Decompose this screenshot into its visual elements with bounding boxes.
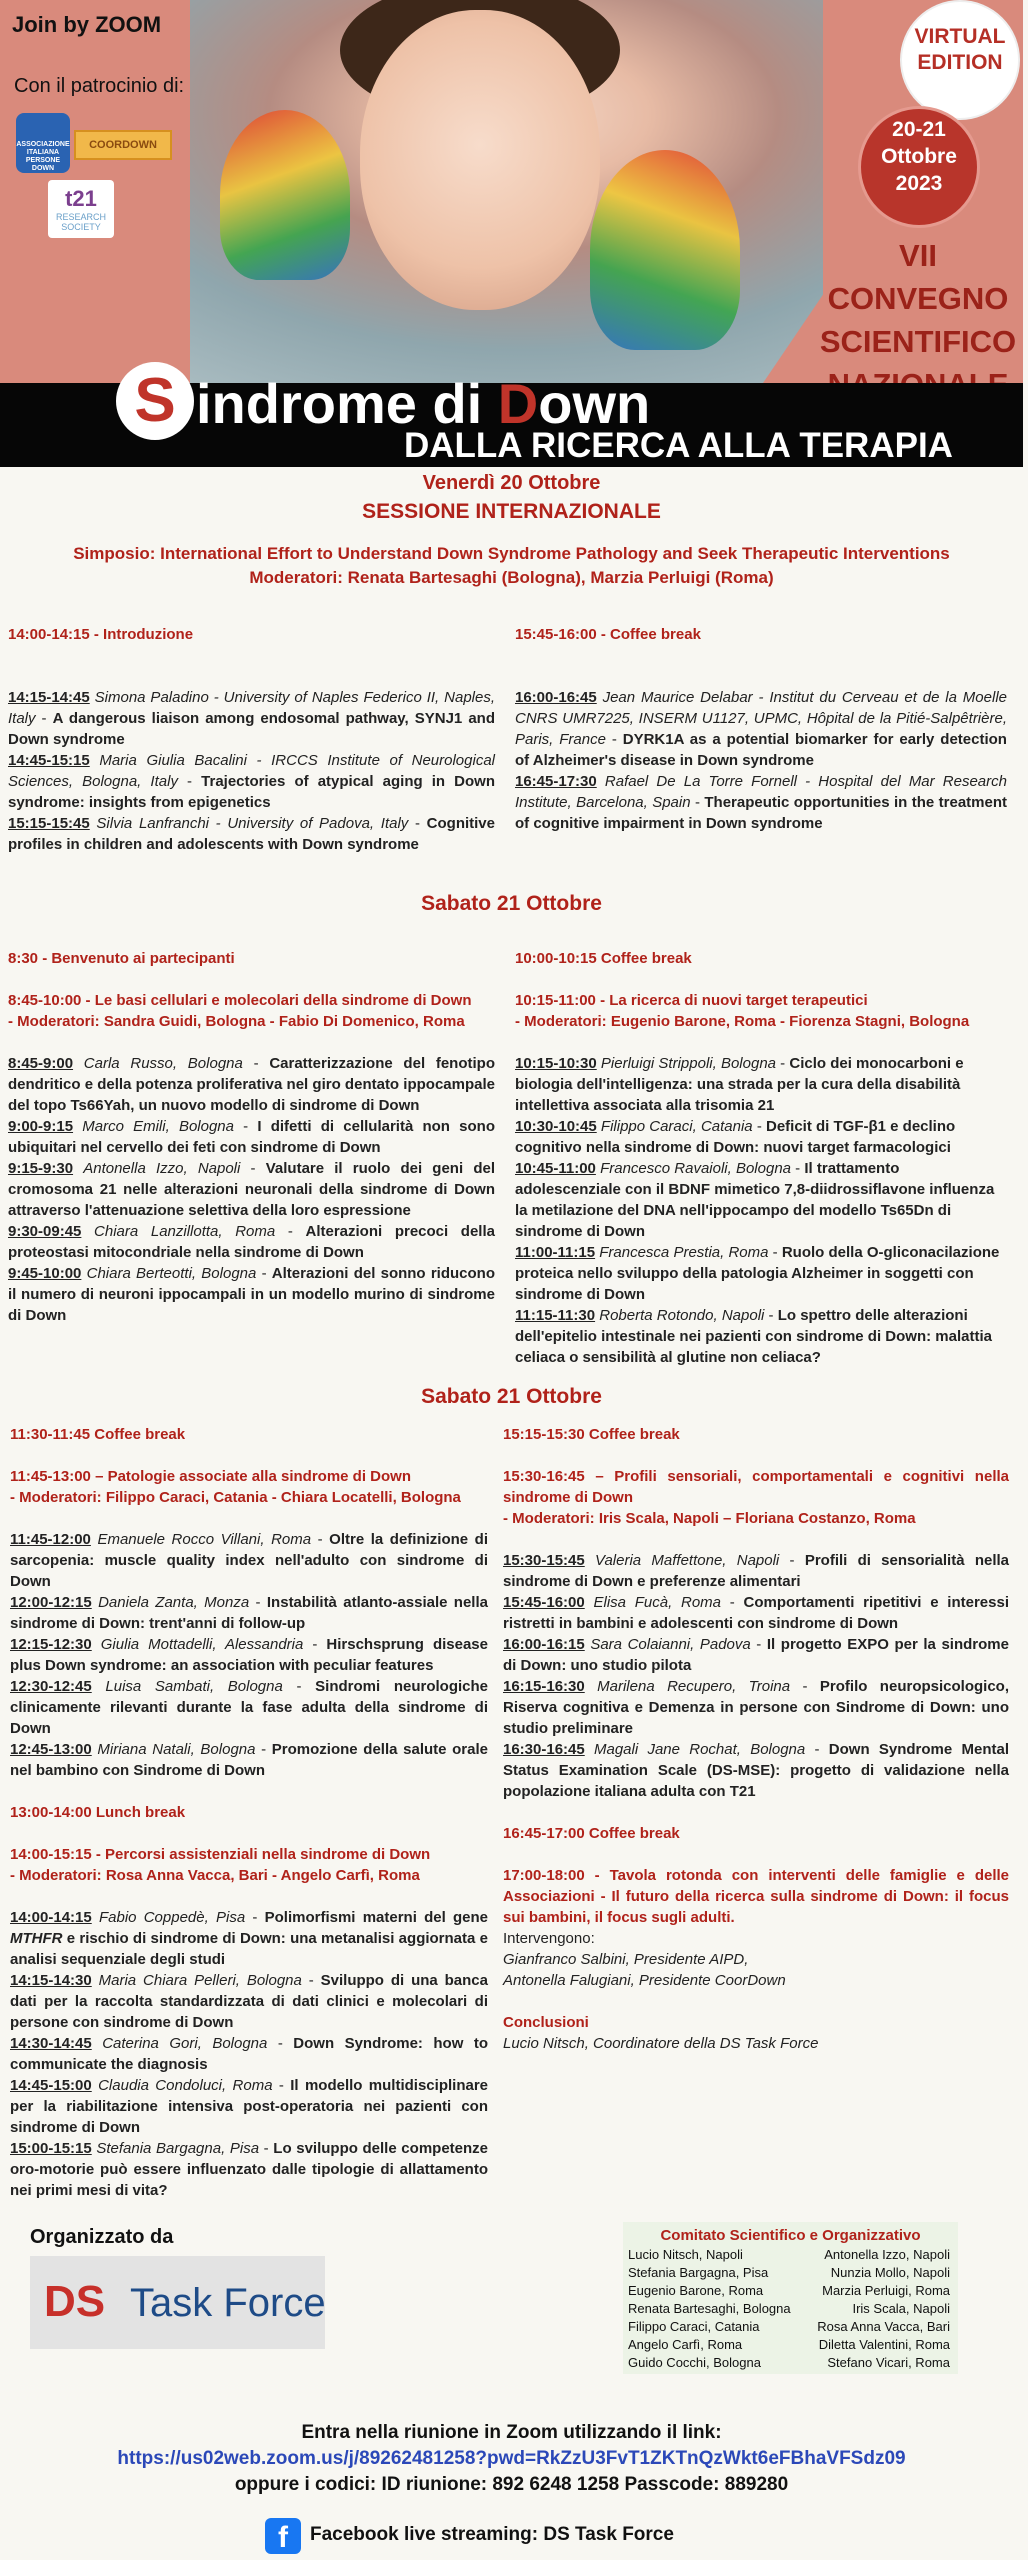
comitato-member: Eugenio Barone, Roma bbox=[628, 2283, 764, 2298]
day1-break: 15:45-16:00 - Coffee break bbox=[515, 626, 701, 643]
comitato-member: Marzia Perluigi, Roma bbox=[822, 2283, 950, 2298]
day2b-left-column bbox=[10, 1424, 488, 2201]
comitato-member: Stefania Bargagna, Pisa bbox=[628, 2265, 769, 2280]
t21-logo bbox=[48, 180, 114, 238]
day2b-s3-title: 15:30-16:45 – Profili sensoriali, comportamentali e cognitivi nella sindrome di Down bbox=[503, 1468, 1009, 1506]
talk-item: 10:45-11:00 Francesco Ravaioli, Bologna - Il trattamento adolescenziale con il BDNF mimetico 7,8-diidrossiflavone influenza la metilazione del DNA nell'ippocampo del modello Ts65Dn di sindrome di Down bbox=[515, 1160, 995, 1240]
header-banner bbox=[0, 0, 1023, 383]
talk-item: 16:00-16:15 Sara Colaianni, Padova - Il progetto EXPO per la sindrome di Down: uno studio pilota bbox=[503, 1636, 1009, 1674]
title-s-letter: S bbox=[134, 366, 176, 435]
comitato-member: Lucio Nitsch, Napoli bbox=[628, 2247, 743, 2262]
conclusioni-label: Conclusioni bbox=[503, 2014, 589, 2031]
title-end: own bbox=[538, 372, 651, 435]
talk-item: 11:45-12:00 Emanuele Rocco Villani, Roma - Oltre la definizione di sarcopenia: muscle quality index nell'adulto con sindrome di Down bbox=[10, 1531, 488, 1590]
comitato-member: Antonella Izzo, Napoli bbox=[824, 2247, 950, 2262]
day1-moderators: Moderatori: Renata Bartesaghi (Bologna), Marzia Perluigi (Roma) bbox=[249, 568, 774, 587]
date-badge-text: 20-21 Ottobre 2023 bbox=[881, 118, 957, 195]
painted-hand-left bbox=[220, 110, 350, 280]
comitato-title: Comitato Scientifico e Organizzativo bbox=[660, 2227, 921, 2244]
day1-session: SESSIONE INTERNAZIONALE bbox=[362, 500, 661, 523]
day2-right-column bbox=[515, 948, 1007, 1368]
day2b-s2-title: 14:00-15:15 - Percorsi assistenziali nella sindrome di Down bbox=[10, 1846, 431, 1863]
join-by-zoom: Join by ZOOM bbox=[12, 12, 162, 37]
aipd-logo: ASSOCIAZIONE ITALIANA PERSONE DOWN bbox=[16, 113, 70, 173]
round-table-speaker: Gianfranco Salbini, Presidente AIPD, bbox=[503, 1951, 749, 1968]
t21-logo-text: RESEARCH SOCIETY bbox=[55, 212, 106, 232]
day2b-s2-moderators: - Moderatori: Rosa Anna Vacca, Bari - Angelo Carfì, Roma bbox=[10, 1867, 420, 1884]
comitato-member: Guido Cocchi, Bologna bbox=[628, 2355, 761, 2370]
day1-date: Venerdì 20 Ottobre bbox=[422, 472, 601, 494]
talk-item: 14:45-15:00 Claudia Condoluci, Roma - Il modello multidisciplinare per la riabilitazione intensiva post-operatoria nei pazienti con sindrome di Down bbox=[10, 2077, 488, 2136]
painted-hand-right bbox=[590, 150, 740, 350]
organizzato-label: Organizzato da bbox=[30, 2226, 174, 2248]
talk-item: 14:30-14:45 Caterina Gori, Bologna - Down Syndrome: how to communicate the diagnosis bbox=[10, 2035, 488, 2073]
day2-date: Sabato 21 Ottobre bbox=[421, 892, 602, 915]
comitato-member: Nunzia Mollo, Napoli bbox=[830, 2265, 950, 2280]
round-table-title: 17:00-18:00 - Tavola rotonda con interventi delle famiglie e delle Associazioni - Il futuro della ricerca sulla sindrome di Down: il focus sui bambini, il focus sugli adulti. bbox=[503, 1867, 1009, 1926]
talk-item: 15:15-15:45 Silvia Lanfranchi - University of Padova, Italy - Cognitive profiles in children and adolescents with Down syndrome bbox=[8, 815, 495, 853]
day2-session1-moderators: - Moderatori: Sandra Guidi, Bologna - Fabio Di Domenico, Roma bbox=[8, 1013, 465, 1030]
talk-item: 10:30-10:45 Filippo Caraci, Catania - Deficit di TGF-β1 e declino cognitivo nella sindrome di Down: nuovi target farmacologici bbox=[515, 1118, 956, 1156]
talk-item: 16:15-16:30 Marilena Recupero, Troina - Profilo neuropsicologico, Riserva cognitiva e Demenza in persone con Sindrome di Down: uno studio preliminare bbox=[503, 1678, 1009, 1737]
comitato-box bbox=[623, 2222, 958, 2374]
zoom-info bbox=[0, 2420, 1023, 2498]
talk-item: 11:15-11:30 Roberta Rotondo, Napoli - Lo spettro delle alterazioni dell'epitelio intestinale nei pazienti con sindrome di Down: malattia celiaca o sensibilità al glutine non celiaca? bbox=[515, 1307, 992, 1366]
round-table-speaker: Antonella Falugiani, Presidente CoorDown bbox=[503, 1972, 786, 1989]
talk-item: 12:15-12:30 Giulia Mottadelli, Alessandria - Hirschsprung disease plus Down syndrome: an association with peculiar features bbox=[10, 1636, 488, 1674]
zoom-instructions: Entra nella riunione in Zoom utilizzando il link: bbox=[301, 2422, 722, 2443]
talk-item: 10:15-10:30 Pierluigi Strippoli, Bologna - Ciclo dei monocarboni e biologia dell'intelligenza: una strada per la cura della disabilità intellettiva associata alla trisomia 21 bbox=[515, 1055, 964, 1114]
comitato-member: Renata Bartesaghi, Bologna bbox=[628, 2301, 791, 2316]
talk-item: 14:15-14:45 Simona Paladino - University of Naples Federico II, Naples, Italy - A dangerous liaison among endosomal pathway, SYNJ1 and Down syndrome bbox=[8, 689, 495, 748]
talk-item: 14:00-14:15 Fabio Coppedè, Pisa - Polimorfismi materni del gene MTHFR e rischio di sindrome di Down: una metanalisi aggiornata e analisi sequenziale degli studi bbox=[10, 1909, 489, 1968]
coordown-logo: COORDOWN bbox=[74, 130, 172, 160]
comitato-member: Rosa Anna Vacca, Bari bbox=[817, 2319, 950, 2334]
day2-break: 10:00-10:15 Coffee break bbox=[515, 950, 692, 967]
comitato-member: Stefano Vicari, Roma bbox=[827, 2355, 950, 2370]
talk-item: 9:45-10:00 Chiara Berteotti, Bologna - Alterazioni del sonno riducono il numero di neuroni ippocampali in un modello murino di sindrome di Down bbox=[8, 1265, 495, 1324]
zoom-link[interactable]: https://us02web.zoom.us/j/89262481258?pwd=RkZzU3FvT1ZKTnQzWkt6eFBhaVFSdz09 bbox=[117, 2448, 906, 2469]
patrocinio-label: Con il patrocinio di: bbox=[14, 75, 185, 97]
day2b-s3-moderators: - Moderatori: Iris Scala, Napoli – Floriana Costanzo, Roma bbox=[503, 1510, 916, 1527]
virtual-edition-text: VIRTUAL EDITION bbox=[914, 25, 1006, 74]
talk-item: 11:00-11:15 Francesca Prestia, Roma - Ruolo della O-gliconacilazione proteica nello sviluppo della patologia Alzheimer in soggetti con sindrome di Down bbox=[515, 1244, 1000, 1303]
comitato-left-list bbox=[628, 2246, 791, 2372]
day1-left-column bbox=[8, 624, 495, 855]
talk-item: 16:30-16:45 Magali Jane Rochat, Bologna - Down Syndrome Mental Status Examination Scale (DS-MSE): progetto di validazione nella popolazione italiana adulta con T21 bbox=[503, 1741, 1009, 1800]
ds-logo-name: Task Force bbox=[130, 2281, 326, 2325]
day1-intro: 14:00-14:15 - Introduzione bbox=[8, 626, 194, 643]
day2-session1-title: 8:45-10:00 - Le basi cellulari e molecolari della sindrome di Down bbox=[8, 992, 472, 1009]
talk-item: 12:30-12:45 Luisa Sambati, Bologna - Sindromi neurologiche clinicamente rilevanti durante la fase adulta della sindrome di Down bbox=[10, 1678, 488, 1737]
day2b-date: Sabato 21 Ottobre bbox=[421, 1385, 602, 1408]
day2-welcome: 8:30 - Benvenuto ai partecipanti bbox=[8, 950, 235, 967]
talk-item: 15:00-15:15 Stefania Bargagna, Pisa - Lo sviluppo delle competenze oro-motorie può essere influenzato dalle tipologie di allattamento nei primi mesi di vita? bbox=[10, 2140, 488, 2199]
talk-item: 8:45-9:00 Carla Russo, Bologna - Caratterizzazione del fenotipo dendritico e della potenza proliferativa nel giro dentato ippocampale del topo Ts66Yah, un nuovo modello di sindrome di Down bbox=[8, 1055, 495, 1114]
day2-session2-moderators: - Moderatori: Eugenio Barone, Roma - Fiorenza Stagni, Bologna bbox=[515, 1013, 970, 1030]
ds-task-force-logo bbox=[30, 2256, 325, 2349]
ds-logo-mark: DS bbox=[44, 2277, 106, 2326]
facebook-streaming-text: Facebook live streaming: DS Task Force bbox=[310, 2524, 674, 2545]
talk-item: 15:45-16:00 Elisa Fucà, Roma - Comportamenti ripetitivi e interessi ristretti in bambini e adolescenti con sindrome di Down bbox=[503, 1594, 1009, 1632]
facebook-icon[interactable]: f bbox=[265, 2518, 301, 2554]
day2b-lunch: 13:00-14:00 Lunch break bbox=[10, 1804, 186, 1821]
talk-item: 14:45-15:15 Maria Giulia Bacalini - IRCCS Institute of Neurological Sciences, Bologna, Italy - Trajectories of atypical aging in Down syndrome: insights from epigenetics bbox=[8, 752, 495, 811]
day1-right-column bbox=[515, 624, 1007, 834]
comitato-member: Diletta Valentini, Roma bbox=[818, 2337, 950, 2352]
zoom-codes: oppure i codici: ID riunione: 892 6248 1258 Passcode: 889280 bbox=[234, 2474, 789, 2495]
intervengono-label: Intervengono: bbox=[503, 1930, 595, 1947]
title-d: D bbox=[497, 372, 539, 435]
photo-face bbox=[360, 10, 600, 310]
talk-item: 16:00-16:45 Jean Maurice Delabar - Institut du Cerveau et de la Moelle CNRS UMR7225, INSERM U1127, UPMC, Hôpital de la Pitié-Salpêtrière, Paris, France - DYRK1A as a potential biomarker for early detection of Alzheimer's disease in Down syndrome bbox=[515, 689, 1007, 769]
day2-session2-title: 10:15-11:00 - La ricerca di nuovi target terapeutici bbox=[515, 992, 868, 1009]
comitato-member: Iris Scala, Napoli bbox=[852, 2301, 950, 2316]
conclusioni-speaker: Lucio Nitsch, Coordinatore della DS Task Force bbox=[503, 2035, 819, 2052]
convegno-title: VII CONVEGNO SCIENTIFICO bbox=[819, 238, 1017, 359]
talk-item: 12:45-13:00 Miriana Natali, Bologna - Promozione della salute orale nel bambino con Sindrome di Down bbox=[10, 1741, 488, 1779]
talk-item: 14:15-14:30 Maria Chiara Pelleri, Bologna - Sviluppo di una banca dati per la raccolta standardizzata di dati clinici e molecolari di persone con sindrome di Down bbox=[10, 1972, 488, 2031]
talk-item: 9:00-9:15 Marco Emili, Bologna - I difetti di cellularità non sono ubiquitari nel cervello dei feti con sindrome di Down bbox=[8, 1118, 495, 1156]
day2-left-column bbox=[8, 948, 495, 1326]
comitato-member: Filippo Caraci, Catania bbox=[628, 2319, 760, 2334]
talk-item: 16:45-17:30 Rafael De La Torre Fornell - Hospital del Mar Research Institute, Barcelona, Spain - Therapeutic opportunities in the treatment of cognitive impairment in Down syndrome bbox=[515, 773, 1007, 832]
talk-item: 9:15-9:30 Antonella Izzo, Napoli - Valutare il ruolo dei geni del cromosoma 21 nelle alterazioni neuronali della sindrome di Down attraverso l'attenuazione selettiva della loro espressione bbox=[8, 1160, 495, 1219]
comitato-member: Angelo Carfì, Roma bbox=[628, 2337, 743, 2352]
talk-item: 12:00-12:15 Daniela Zanta, Monza - Instabilità atlanto-assiale nella sindrome di Down: trent'anni di follow-up bbox=[10, 1594, 488, 1632]
day2b-s1-moderators: - Moderatori: Filippo Caraci, Catania - Chiara Locatelli, Bologna bbox=[10, 1489, 461, 1506]
title-mid: indrome di bbox=[196, 372, 498, 435]
talk-item: 15:30-15:45 Valeria Maffettone, Napoli - Profili di sensorialità nella sindrome di Down e preferenze alimentari bbox=[503, 1552, 1010, 1590]
t21-logo-mark: t21 bbox=[65, 186, 97, 211]
day2b-break-right: 15:15-15:30 Coffee break bbox=[503, 1426, 680, 1443]
day1-symposium: Simposio: International Effort to Understand Down Syndrome Pathology and Seek Therapeutic Interventions bbox=[73, 544, 950, 563]
day2b-break2: 16:45-17:00 Coffee break bbox=[503, 1825, 680, 1842]
day2b-s1-title: 11:45-13:00 – Patologie associate alla sindrome di Down bbox=[10, 1468, 411, 1485]
day2b-right-column bbox=[503, 1424, 1009, 2054]
main-subtitle: DALLA RICERCA ALLA TERAPIA bbox=[404, 426, 953, 465]
day2b-break: 11:30-11:45 Coffee break bbox=[10, 1426, 186, 1443]
talk-item: 9:30-09:45 Chiara Lanzillotta, Roma - Alterazioni precoci della proteostasi mitocondriale nella sindrome di Down bbox=[8, 1223, 495, 1261]
comitato-right-list bbox=[817, 2246, 950, 2372]
